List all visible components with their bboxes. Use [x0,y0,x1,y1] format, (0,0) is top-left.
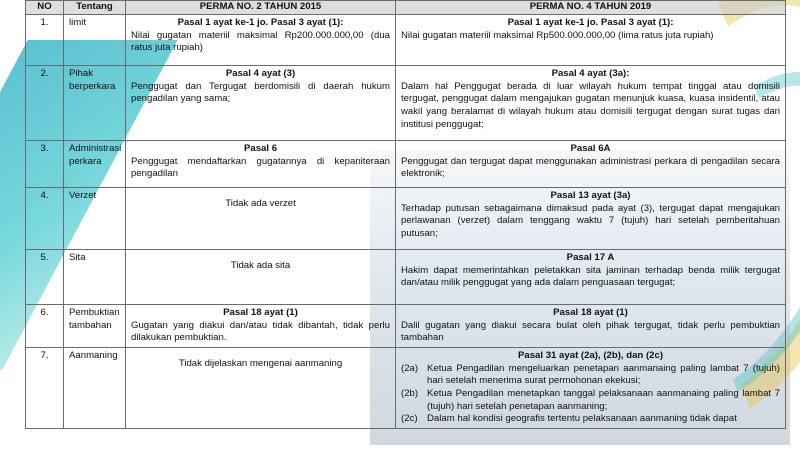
no-provision-note: Tidak dijelaskan mengenai aanmaning [178,357,343,369]
table-header-row [26,1,786,15]
pasal-reference: Pasal 17 A [566,252,615,263]
pasal-reference: Pasal 31 ayat (2a), (2b), dan (2c) [517,349,664,361]
row-topic: Verzet [64,188,126,250]
table-row [26,141,786,188]
pasal-text: Penggugat mendaftarkan gugatannya di kepaniteraan pengadilan [131,155,390,180]
table-row [26,305,786,348]
row-number: 7. [26,347,64,428]
pasal-text: Nilai gugatan materiil maksimal Rp500.000.000,00 (lima ratus juta rupiah) [401,29,714,41]
row-number: 2. [26,66,64,141]
row-number: 4. [26,188,64,250]
ayat-text: Ketua Pengadilan menetapkan tanggal pelaksanaan aanmanaing paling lambat 7 (tujuh) hari setelah penetapan aanmaning; [427,387,780,412]
table-row [26,15,786,66]
ayat-number: (2c) [401,413,418,425]
pasal-reference: Pasal 6 [243,143,278,154]
row-number: 1. [26,15,64,66]
row-topic: Pihak berperkara [64,66,126,141]
perma-2015-cell [126,305,396,348]
perma-2019-cell [396,66,786,141]
perma-2015-cell [126,347,396,428]
row-topic: Sita [64,250,126,305]
header-tentang: Tentang [64,1,126,15]
perma-2015-cell [126,188,396,250]
perma-2015-cell [126,15,396,66]
row-number: 5. [26,250,64,305]
perma-2015-cell [126,66,396,141]
pasal-text: Terhadap putusan sebagaimana dimaksud pada ayat (3), tergugat dapat mengajukan perlawanan (verzet) dalam tenggang waktu 7 (tujuh) hari setelah pemberitahuan putusan; [401,202,780,239]
table-row [26,66,786,141]
row-topic: Administrasi perkara [64,141,126,188]
ayat-number: (2b) [401,387,419,399]
header-perma-2019: PERMA NO. 4 TAHUN 2019 [396,1,786,15]
row-topic: limit [64,15,126,66]
perma-2015-cell [126,250,396,305]
pasal-text: Gugatan yang diakui dan/atau tidak dibantah, tidak perlu dilakukan pembuktian. [131,319,390,344]
perma-2019-cell [396,250,786,305]
pasal-text: Dalam hal Penggugat berada di luar wilayah hukum tempat tinggal atau domisili tergugat, penggugat dalam mengajukan gugatan menunjuk kuasa, kuasa insidentil, atau wakil yang beralamat di wilayah hukum atau domisili tergugat dengan surat tugas dari institusi penggugat; [401,80,780,130]
table-row [26,250,786,305]
pasal-reference: Pasal 18 ayat (1) [223,307,298,318]
pasal-reference: Pasal 18 ayat (1) [553,307,628,318]
perma-2019-cell [396,347,786,428]
pasal-reference: Pasal 4 ayat (3) [225,68,296,79]
pasal-text: Nilai gugatan materiil maksimal Rp200.000.000,00 (dua ratus juta rupiah) [131,29,390,54]
ayat-number: (2a) [401,362,419,374]
pasal-reference: Pasal 1 ayat ke-1 jo. Pasal 3 ayat (1): [507,17,674,28]
pasal-text: Dalil gugatan yang diakui secara bulat oleh pihak tergugat, tidak perlu pembuktian tambahan [401,319,780,344]
pasal-reference: Pasal 13 ayat (3a) [550,190,631,201]
comparison-table [25,0,786,429]
perma-2019-cell [396,141,786,188]
row-topic: Aanmaning [64,347,126,428]
list-item [401,363,780,388]
row-topic: Pembuktian tambahan [64,305,126,348]
row-number: 3. [26,141,64,188]
ayat-list [401,363,780,426]
no-provision-note: Tidak ada verzet [225,198,296,209]
row-number: 6. [26,305,64,348]
perma-2019-cell [396,188,786,250]
pasal-text: Penggugat dan Tergugat berdomisili di daerah hukum pengadilan yang sama; [131,80,390,105]
ayat-text: Ketua Pengadilan mengeluarkan penetapan aanmanaing paling lambat 7 (tujuh) hari setelah menerima surat permohonan ekekusi; [427,362,780,387]
pasal-text: Hakim dapat memerintahkan peletakkan sita jaminan terhadap benda milik tergugat dan/atau milik penggugat yang ada dalam penguasaan tergugat; [401,264,780,289]
header-perma-2015: PERMA NO. 2 TAHUN 2015 [126,1,396,15]
pasal-reference: Pasal 6A [570,143,611,154]
pasal-text: Penggugat dan tergugat dapat menggunakan administrasi perkara di pengadilan secara elektronik; [401,155,780,180]
ayat-text: Dalam hal kondisi geografis tertentu pelaksanaan aanmaning tidak dapat [427,413,737,425]
no-provision-note: Tidak ada sita [230,260,291,271]
list-item [401,413,780,426]
pasal-reference: Pasal 4 ayat (3a): [551,68,630,79]
list-item [401,388,780,413]
perma-2015-cell [126,141,396,188]
header-no: NO [26,1,64,15]
table-row [26,347,786,428]
table-row [26,188,786,250]
perma-2019-cell [396,15,786,66]
perma-2019-cell [396,305,786,348]
pasal-reference: Pasal 1 ayat ke-1 jo. Pasal 3 ayat (1): [177,17,344,28]
